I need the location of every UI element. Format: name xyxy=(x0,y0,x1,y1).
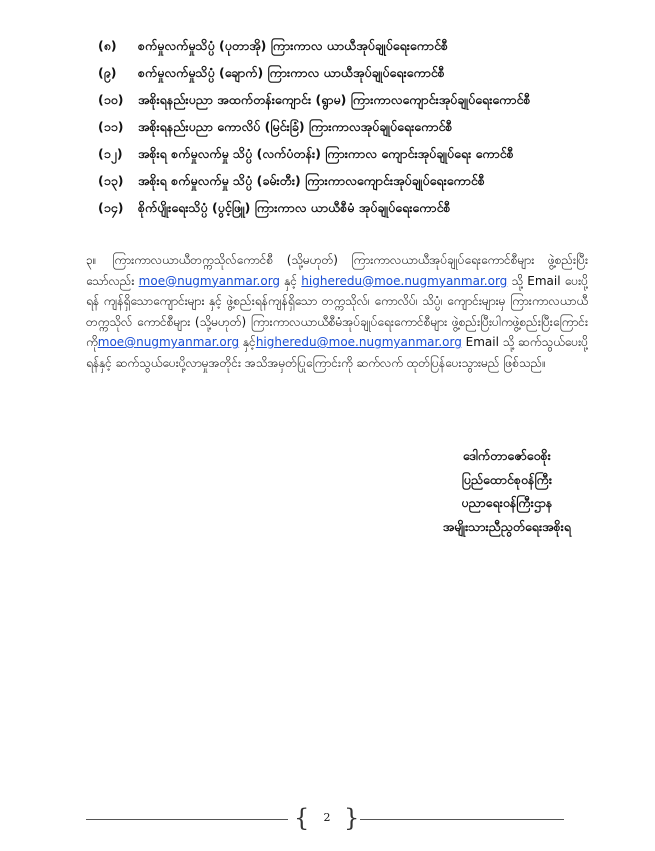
list-item-text: အစိုးရ စက်မှုလက်မှု သိပ္ပံ (လက်ပံတန်း) ကြားကာလ ကျောင်းအုပ်ချုပ်ရေး ကောင်စီ xyxy=(138,146,514,161)
page-number: 2 xyxy=(323,811,331,824)
list-item-number: (၁၃) xyxy=(98,173,124,188)
paragraph-text: နှင့် xyxy=(280,273,302,288)
paragraph-number: ၃။ xyxy=(86,253,97,267)
email-link-moe[interactable]: moe@nugmyanmar.org xyxy=(97,335,240,349)
list-item-number: (၁၂) xyxy=(98,146,123,161)
signatory-ministry: ပညာရေးဝန်ကြီးဌာန xyxy=(461,495,553,510)
list-item xyxy=(98,200,618,227)
paragraph-text: နှင့် xyxy=(239,335,256,349)
list-item-number: (၁၁) xyxy=(98,119,124,134)
list-item-text: အစိုးရနည်းပညာ အထက်တန်းကျောင်း (ရွာမ) ကြားကာလကျောင်းအုပ်ချုပ်ရေးကောင်စီ xyxy=(138,92,531,107)
signatory-name: ဒေါက်တာဇော်ဝေစိုး xyxy=(462,448,551,463)
signatory-title: ပြည်ထောင်စုဝန်ကြီး xyxy=(461,471,552,487)
list-item-text: စိုက်ပျိုးရေးသိပ္ပံ (ပွင့်ဖြူ) ကြားကာလ ယာယီစီမံ အုပ်ချုပ်ရေးကောင်စီ xyxy=(138,200,451,215)
list-item-text: စက်မှုလက်မှုသိပ္ပံ (ပုတာအို) ကြားကာလ ယာယီအုပ်ချုပ်ရေးကောင်စီ xyxy=(138,38,449,53)
list-item xyxy=(98,92,618,119)
footer-brace-right: } xyxy=(344,804,360,832)
list-item xyxy=(98,119,618,146)
list-item-number: (၈) xyxy=(98,38,117,53)
list-item xyxy=(98,173,618,200)
signature-block xyxy=(443,444,571,538)
list-item-number: (၉) xyxy=(98,65,117,80)
body-paragraph xyxy=(86,250,588,373)
list-item-text: အစိုးရ စက်မှုလက်မှု သိပ္ပံ (ခမ်းတီး) ကြားကာလကျောင်းအုပ်ချုပ်ရေးကောင်စီ xyxy=(138,173,485,188)
council-list xyxy=(98,38,618,227)
list-item xyxy=(98,146,618,173)
list-item-number: (၁၄) xyxy=(98,200,124,215)
paragraph-text: သို့ Email ပေးပို့ရန် ကျန်ရှိသောကျောင်းများ နှင့် ဖွဲ့စည်းရန်ကျန်ရှိသော တက္ကသိုလ်၊ ကောလိပ်၊ သိပ္ပံ၊ ကျောင်းများမှ ကြားကာလယာယီတက္ကသိုလ် ကောင်စီများ (သို့မဟုတ်) ကြားကာလယာယီစီမံအုပ်ချုပ်ရေးကောင်စီများ ဖွဲ့စည်းပြီးပါကဖွဲ့စည်းပြီးကြောင်းကို xyxy=(86,273,588,349)
list-item-number: (၁၀) xyxy=(98,92,124,107)
list-item-text: စက်မှုလက်မှုသိပ္ပံ (ချောက်) ကြားကာလ ယာယီအုပ်ချုပ်ရေးကောင်စီ xyxy=(138,65,445,80)
signatory-government: အမျိုးသားညီညွတ်ရေးအစိုးရ xyxy=(442,518,571,534)
list-item xyxy=(98,38,618,65)
footer-divider-right xyxy=(360,819,564,820)
email-link-higheredu[interactable]: higheredu@moe.nugmyanmar.org xyxy=(255,335,462,349)
list-item-text: အစိုးရနည်းပညာ ကောလိပ် (မြင်းခြံ) ကြားကာလအုပ်ချုပ်ရေးကောင်စီ xyxy=(138,119,453,134)
page-footer xyxy=(86,806,564,832)
paragraph-text: Email သို့ ဆက်သွယ်ပေးပို့ရန်နှင့် ဆက်သွယ်ပေးပို့လာမှုအတိုင်း အသိအမှတ်ပြုကြောင်းကို ဆက်လက် ထုတ်ပြန်ပေးသွားမည် ဖြစ်သည်။ xyxy=(86,335,589,370)
footer-divider-left xyxy=(86,819,288,820)
list-item xyxy=(98,65,618,92)
email-link-higheredu[interactable]: higheredu@moe.nugmyanmar.org xyxy=(301,273,508,288)
paragraph-text: ကြားကာလယာယီတက္ကသိုလ်ကောင်စီ (သို့မဟုတ်) ကြားကာလယာယီအုပ်ချုပ်ရေးကောင်စီများ ဖွဲ့စည်းပြီးသော်လည်း xyxy=(86,253,588,288)
footer-brace-left: { xyxy=(294,804,310,832)
email-link-moe[interactable]: moe@nugmyanmar.org xyxy=(138,273,281,288)
